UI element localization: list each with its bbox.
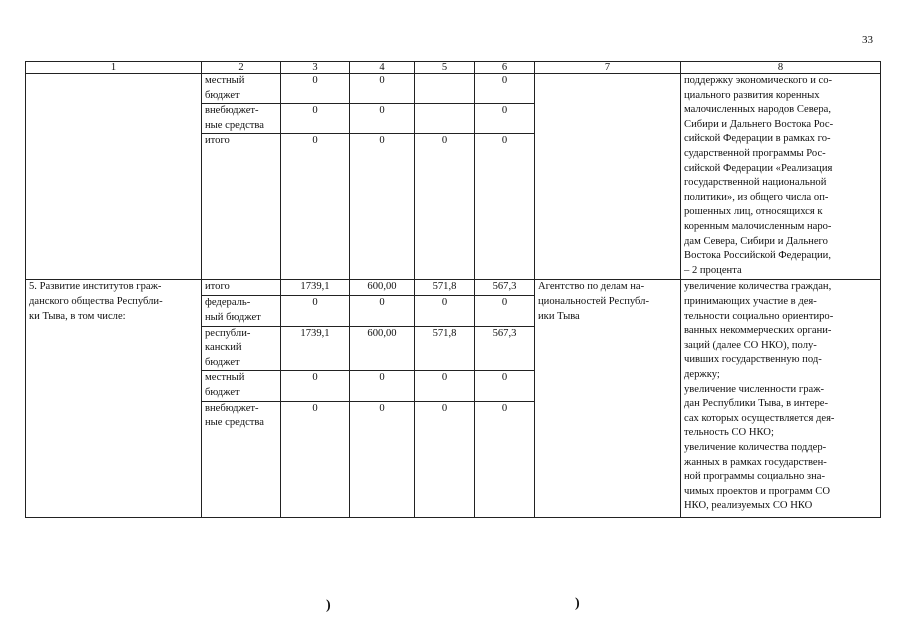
- value-cell: 0: [350, 401, 415, 517]
- scan-mark: ): [575, 596, 580, 611]
- column-number: 6: [475, 62, 535, 74]
- value-cell: 600,00: [350, 280, 415, 296]
- value-cell: 0: [281, 134, 350, 280]
- indicator-text: увеличение количества граждан, принимающих участие в дея- тельности социально ориентиро- ванных некоммерческих органи- заций (далее СО НКО), полу- чивших государственную под- держку; увеличение численности граж- дан Республики Тыва, в интере- сах которых осуществляется дея- тельность СО НКО; увеличение количества поддер- жанных в рамках государствен- ной программы социально зна- чимых проектов и программ СО НКО, реализуемых СО НКО: [681, 280, 881, 517]
- value-cell: 0: [281, 371, 350, 401]
- indicator-text: поддержку экономического и со- циального развития коренных малочисленных народов Севера, Сибири и Дальнего Востока Рос- сийской Федерации в рамках го- сударственной программы Рос- сийской Федерации «Реализация государственной национальной политики», из общего числа оп- рошенных лиц, относящихся к коренным малочисленным наро- дам Севера, Сибири и Дальнего Востока Российской Федерации, – 2 процента: [681, 74, 881, 280]
- continued-executor-cell: [535, 74, 681, 280]
- column-number: 4: [350, 62, 415, 74]
- value-cell: 0: [281, 74, 350, 104]
- page-number: 33: [862, 34, 873, 46]
- column-number: 1: [26, 62, 202, 74]
- value-cell: 0: [415, 296, 475, 326]
- value-cell: 0: [475, 74, 535, 104]
- funding-source: внебюджет- ные средства: [202, 104, 281, 134]
- program-table: [25, 61, 881, 518]
- value-cell: 567,3: [475, 326, 535, 371]
- value-cell: 600,00: [350, 326, 415, 371]
- value-cell: 0: [350, 296, 415, 326]
- value-cell: 0: [475, 371, 535, 401]
- column-number: 7: [535, 62, 681, 74]
- value-cell: 1739,1: [281, 280, 350, 296]
- value-cell: 0: [281, 296, 350, 326]
- value-cell: 571,8: [415, 280, 475, 296]
- table-row: [26, 280, 881, 296]
- value-cell: 0: [350, 104, 415, 134]
- value-cell: 0: [475, 104, 535, 134]
- funding-source: местный бюджет: [202, 74, 281, 104]
- value-cell: 0: [350, 371, 415, 401]
- value-cell: [415, 104, 475, 134]
- funding-source: местный бюджет: [202, 371, 281, 401]
- value-cell: 0: [475, 401, 535, 517]
- table-row: [26, 74, 881, 104]
- measure-name: 5. Развитие институтов граж- данского общества Республи- ки Тыва, в том числе:: [26, 280, 202, 517]
- column-number: 2: [202, 62, 281, 74]
- value-cell: 0: [475, 296, 535, 326]
- funding-source: итого: [202, 280, 281, 296]
- funding-source: итого: [202, 134, 281, 280]
- value-cell: 0: [415, 134, 475, 280]
- column-number: 3: [281, 62, 350, 74]
- funding-source: республи- канский бюджет: [202, 326, 281, 371]
- value-cell: 0: [475, 134, 535, 280]
- column-number: 5: [415, 62, 475, 74]
- value-cell: 0: [350, 74, 415, 104]
- executor: Агентство по делам на- циональностей Республ- ики Тыва: [535, 280, 681, 517]
- value-cell: 0: [281, 401, 350, 517]
- continued-name-cell: [26, 74, 202, 280]
- funding-source: федераль- ный бюджет: [202, 296, 281, 326]
- value-cell: 567,3: [475, 280, 535, 296]
- value-cell: 0: [350, 134, 415, 280]
- column-numbers-row: [26, 62, 881, 74]
- value-cell: 0: [415, 371, 475, 401]
- value-cell: 0: [281, 104, 350, 134]
- column-number: 8: [681, 62, 881, 74]
- value-cell: 0: [415, 401, 475, 517]
- funding-source: внебюджет- ные средства: [202, 401, 281, 517]
- value-cell: 571,8: [415, 326, 475, 371]
- value-cell: 1739,1: [281, 326, 350, 371]
- scan-mark: ): [326, 598, 331, 613]
- value-cell: [415, 74, 475, 104]
